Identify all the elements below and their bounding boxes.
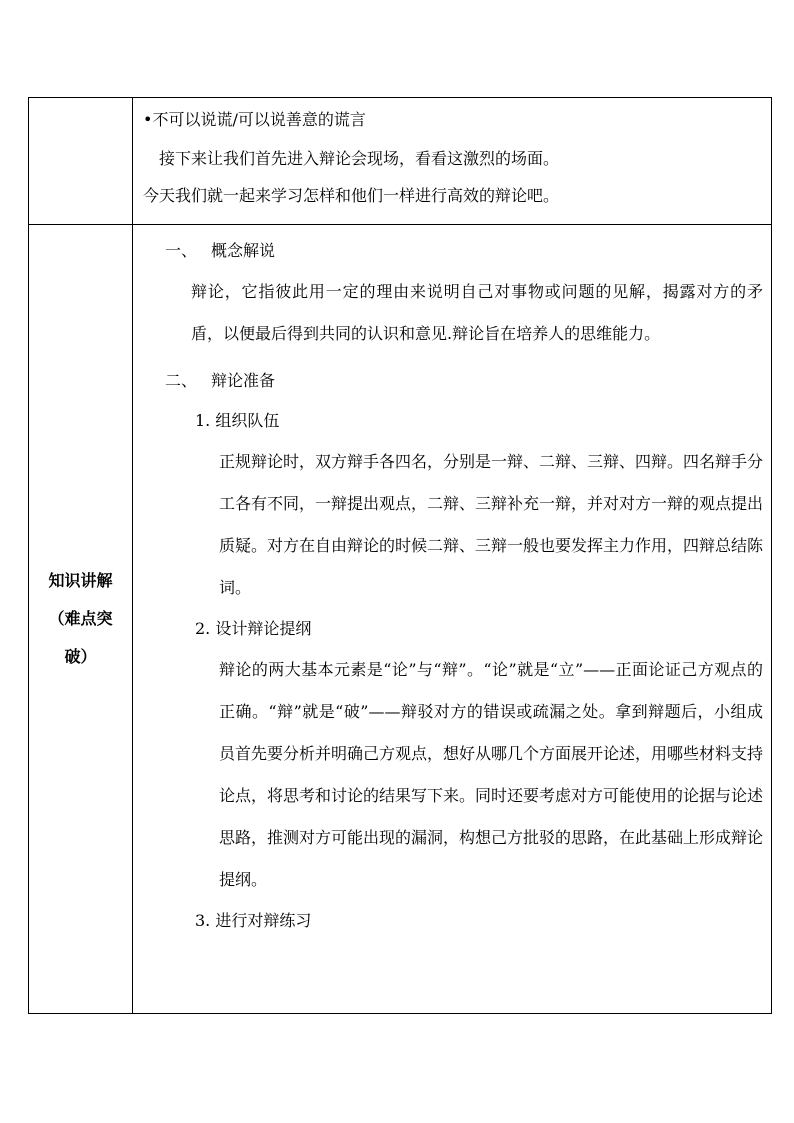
empty-label-cell	[29, 98, 133, 225]
lesson-table	[28, 97, 772, 1014]
item-1-title: 1. 组织队伍	[195, 411, 280, 430]
item-1-paragraph: 正规辩论时，双方辩手各四名，分别是一辩、二辩、三辩、四辩。四名辩手分工各有不同，一辩提出观点，二辩、三辩补充一辩，并对对方一辩的观点提出质疑。对方在自由辩论的时候二辩、三辩一般也要发挥主力作用，四辩总结陈词。	[219, 452, 764, 597]
section-1-number: 一、	[165, 241, 198, 260]
section-label-line-3: 破）	[64, 647, 97, 666]
knowledge-cell	[133, 225, 772, 1014]
section-2-title: 辩论准备	[211, 371, 276, 390]
intro-cell	[133, 98, 772, 225]
section-label-line-1: 知识讲解	[48, 571, 113, 590]
item-2-title: 2. 设计辩论提纲	[195, 619, 312, 638]
section-label-line-2: （难点突	[48, 609, 113, 628]
section-label-cell	[29, 225, 133, 1014]
intro-line-3: 今天我们就一起来学习怎样和他们一样进行高效的辩论吧。	[143, 186, 560, 205]
section-1-paragraph: 辩论，它指彼此用一定的理由来说明自己对事物或问题的见解，揭露对方的矛盾，以便最后得到共同的认识和意见.辩论旨在培养人的思维能力。	[191, 282, 763, 343]
intro-line-1: •不可以说谎/可以说善意的谎言	[143, 110, 366, 129]
section-2-number: 二、	[165, 371, 198, 390]
item-2-paragraph: 辩论的两大基本元素是“论”与“辩”。“论”就是“立”——正面论证己方观点的正确。“辩”就是“破”——辩驳对方的错误或疏漏之处。拿到辩题后，小组成员首先要分析并明确己方观点，想好从哪几个方面展开论述，用哪些材料支持论点，将思考和讨论的结果写下来。同时还要考虑对方可能使用的论据与论述思路，推测对方可能出现的漏洞，构想己方批驳的思路，在此基础上形成辩论提纲。	[219, 660, 764, 889]
table-row-knowledge	[29, 225, 772, 1014]
section-1-heading	[133, 231, 763, 271]
section-2-heading	[133, 361, 763, 401]
intro-line-2: 接下来让我们首先进入辩论会现场，看看这激烈的场面。	[159, 149, 560, 168]
item-3-title: 3. 进行对辩练习	[195, 911, 312, 930]
section-1-title: 概念解说	[211, 241, 276, 260]
table-row-intro	[29, 98, 772, 225]
